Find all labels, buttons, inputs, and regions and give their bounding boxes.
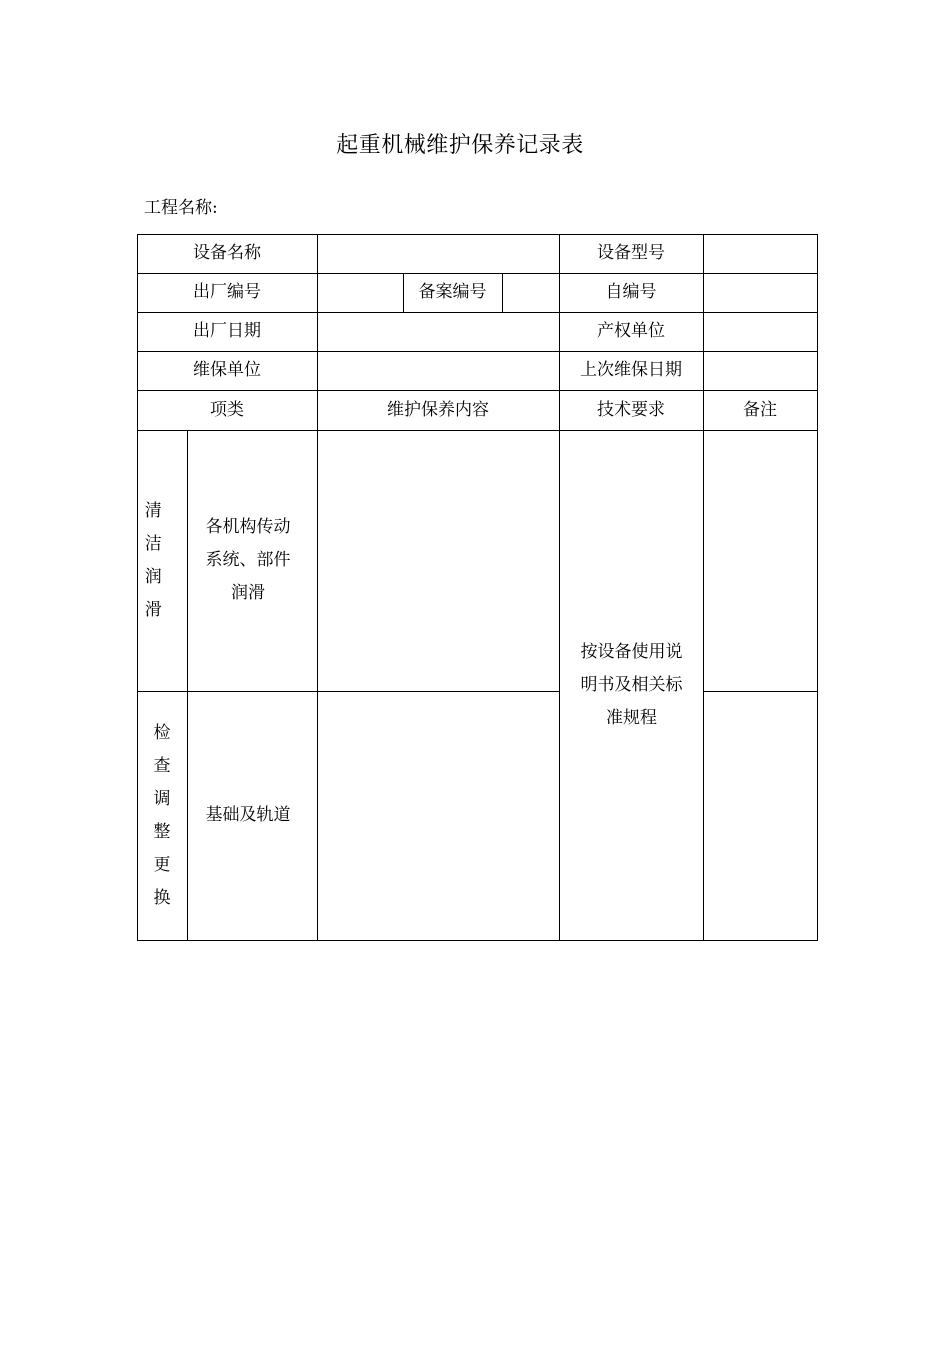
item-text: 各机构传动系统、部件润滑	[205, 517, 291, 603]
section-item-foundation	[192, 691, 304, 940]
factory-number-label: 出厂编号	[193, 282, 261, 302]
remarks-header: 备注	[743, 399, 777, 420]
property-unit-label: 产权单位	[597, 321, 665, 341]
maintenance-unit-field[interactable]	[318, 352, 559, 390]
factory-number-field[interactable]	[318, 274, 403, 312]
last-maintenance-date-label: 上次维保日期	[580, 360, 682, 380]
section-item-lubrication	[192, 430, 304, 691]
document-title: 起重机械维护保养记录表	[336, 133, 584, 158]
technical-requirement-text: 按设备使用说明书及相关标准规程	[580, 642, 683, 728]
equipment-model-field[interactable]	[704, 235, 817, 273]
table-border-right	[817, 234, 818, 941]
filing-number-field[interactable]	[503, 274, 559, 312]
requirement-header: 技术要求	[597, 399, 665, 420]
maintenance-record-table	[137, 234, 818, 941]
item-text: 基础及轨道	[205, 805, 291, 825]
content-field-lubrication[interactable]	[318, 431, 559, 691]
equipment-name-label: 设备名称	[193, 243, 261, 263]
content-field-foundation[interactable]	[318, 692, 559, 940]
factory-date-label: 出厂日期	[193, 321, 261, 341]
remarks-field-foundation[interactable]	[704, 692, 817, 940]
category-text: 清洁润滑	[144, 501, 162, 620]
equipment-name-field[interactable]	[318, 235, 559, 273]
last-maintenance-date-field[interactable]	[704, 352, 817, 390]
project-name-label: 工程名称:	[144, 198, 218, 218]
content-header: 维护保养内容	[387, 399, 489, 420]
property-unit-field[interactable]	[704, 313, 817, 351]
column-divider	[187, 430, 188, 941]
remarks-field-lubrication[interactable]	[704, 431, 817, 691]
category-text: 检查调整更换	[153, 722, 171, 908]
category-header: 项类	[210, 399, 244, 420]
technical-requirement	[560, 431, 703, 940]
self-number-field[interactable]	[704, 274, 817, 312]
filing-number-label: 备案编号	[418, 282, 487, 302]
maintenance-unit-label: 维保单位	[193, 360, 261, 380]
section-category-inspection	[137, 691, 187, 940]
equipment-model-label: 设备型号	[597, 243, 665, 263]
section-category-cleaning	[137, 430, 187, 691]
table-border-bottom	[137, 940, 818, 941]
self-number-label: 自编号	[605, 282, 657, 302]
factory-date-field[interactable]	[318, 313, 559, 351]
